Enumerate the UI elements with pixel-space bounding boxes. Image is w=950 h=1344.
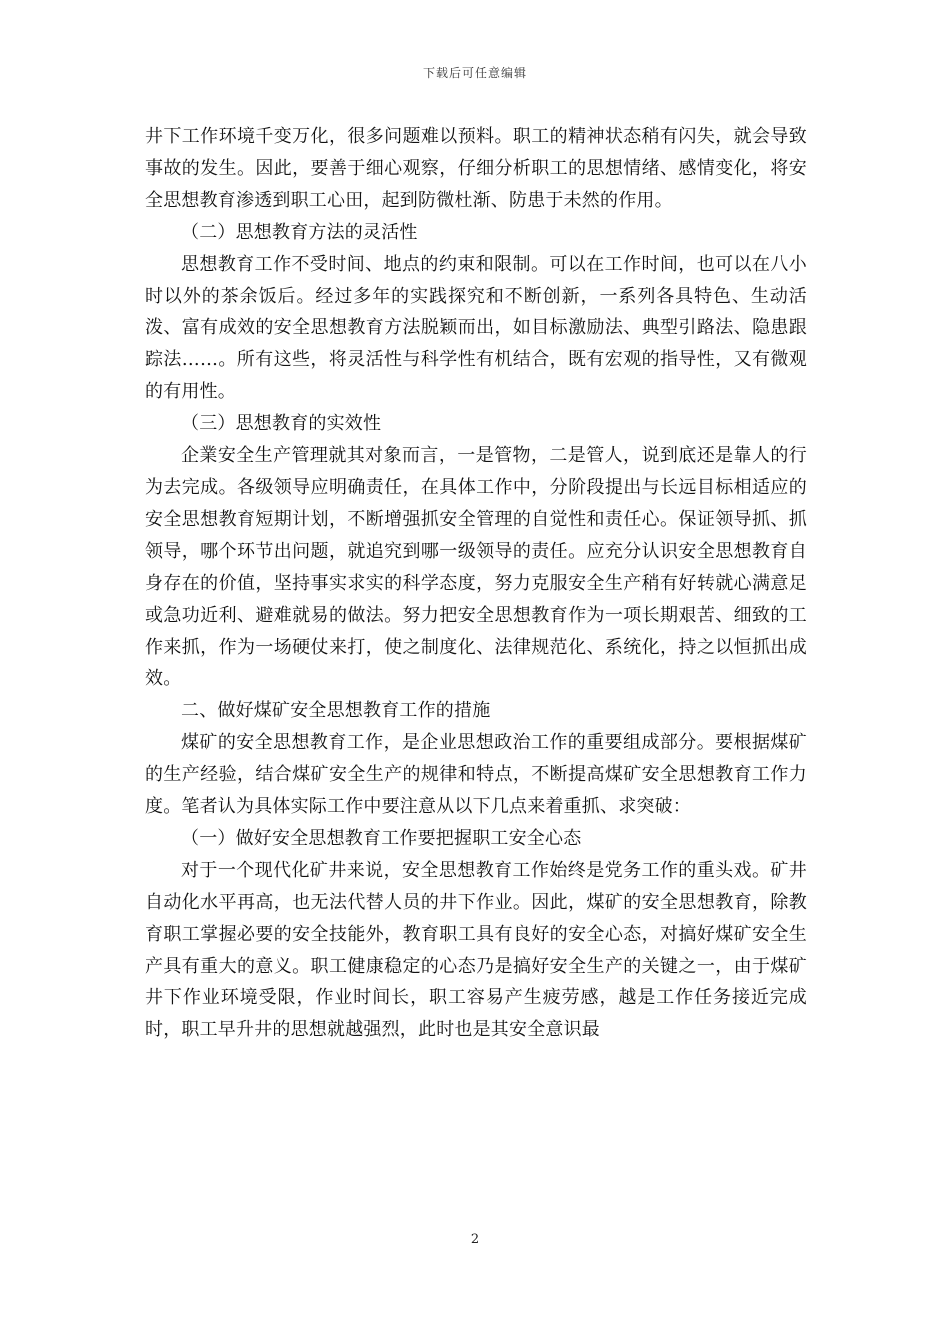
subheading-flexibility: （二）思想教育方法的灵活性 — [181, 221, 418, 243]
paragraph-measures-intro: 煤矿的安全思想教育工作，是企业思想政治工作的重要组成部分。要根据煤矿的生产经验，结合煤矿安全生产的规律和特点，不断提高煤矿安全思想教育工作力度。笔者认为具体实际工作中要注意从以下几点来着重抓、求突破： — [145, 732, 807, 818]
subheading-safety-mindset: （一）做好安全思想教育工作要把握职工安全心态 — [181, 827, 582, 849]
paragraph-effectiveness: 企業安全生产管理就其对象而言，一是管物，二是管人，说到底还是靠人的行为去完成。各级领导应明确责任，在具体工作中，分阶段提出与长远目标相适应的安全思想教育短期计划，不断增强抓安全管理的自觉性和责任心。保证领导抓、抓领导，哪个环节出问题，就追究到哪一级领导的责任。应充分认识安全思想教育自身存在的价值，坚持事实求实的科学态度，努力克服安全生产稍有好转就心满意足或急功近利、避难就易的做法。努力把安全思想教育作为一项长期艰苦、细致的工作来抓，作为一场硬仗来打，使之制度化、法律规范化、系统化，持之以恒抓出成效。 — [145, 445, 807, 690]
page-number: 2 — [470, 1232, 480, 1247]
page-header: 下载后可任意编辑 — [422, 66, 527, 80]
paragraph-continuation: 井下工作环境千变万化，很多问题难以预料。职工的精神状态稍有闪失，就会导致事故的发生。因此，要善于细心观察，仔细分析职工的思想情绪、感情变化，将安全思想教育渗透到职工心田，起到防微杜渐、防患于未然的作用。 — [145, 126, 807, 211]
document-body — [145, 121, 807, 1046]
paragraph-safety-mindset: 对于一个现代化矿井来说，安全思想教育工作始终是党务工作的重头戏。矿井自动化水平再高，也无法代替人员的井下作业。因此，煤矿的安全思想教育，除教育职工掌握必要的安全技能外，教育职工具有良好的安全心态，对搞好煤矿安全生产具有重大的意义。职工健康稳定的心态乃是搞好安全生产的关键之一，由于煤矿井下作业环境受限，作业时间长，职工容易产生疲劳感，越是工作任务接近完成时，职工早升井的思想就越强烈，此时也是其安全意识最 — [145, 859, 807, 1041]
section-heading-measures: 二、做好煤矿安全思想教育工作的措施 — [181, 700, 491, 722]
paragraph-flexibility: 思想教育工作不受时间、地点的约束和限制。可以在工作时间，也可以在八小时以外的茶余饭后。经过多年的实践探究和不断创新，一系列各具特色、生动活泼、富有成效的安全思想教育方法脱颖而出，如目标激励法、典型引路法、隐患跟踪法……。所有这些，将灵活性与科学性有机结合，既有宏观的指导性，又有微观的有用性。 — [145, 253, 807, 403]
subheading-effectiveness: （三）思想教育的实效性 — [181, 413, 382, 435]
